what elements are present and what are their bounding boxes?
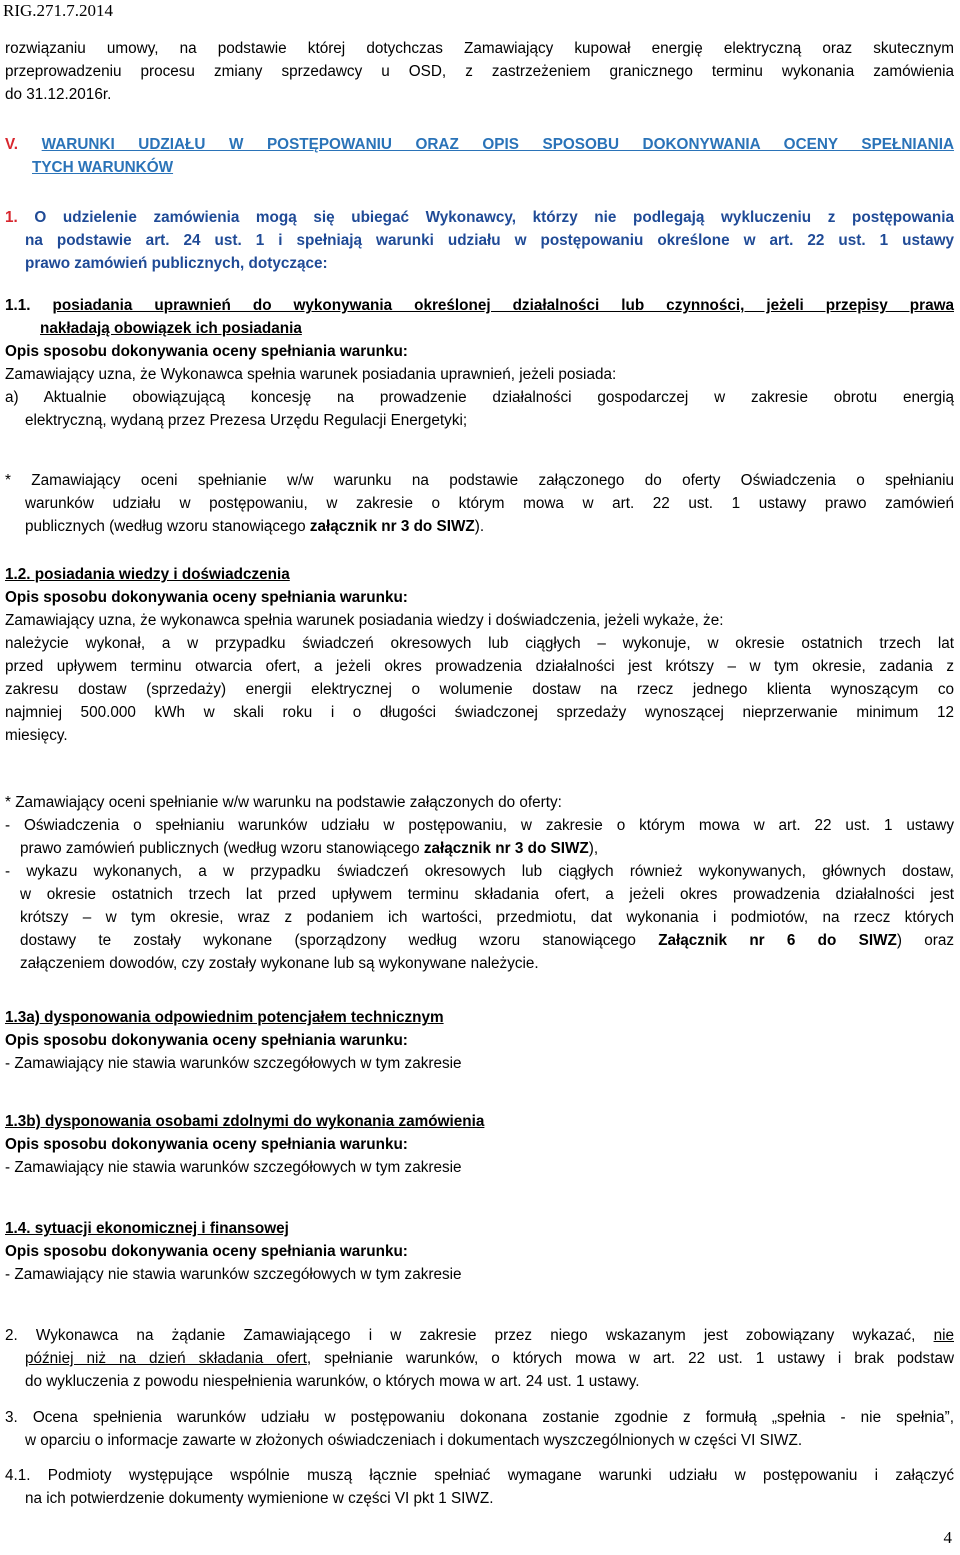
paragraph-1: 1. O udzielenie zamówienia mogą się ubiegać Wykonawcy, którzy nie podlegają wykluczeniu z postępowania na podstawie art. 24 ust. 1 i spełniają warunki udziału w postępowaniu określone w art. 22 ust. 1 ustawy prawo zamówień publicznych, dotyczące: — [5, 209, 955, 272]
subsection-title: 1.3b) dysponowania osobami zdolnymi do wykonania zamówienia — [5, 1113, 485, 1130]
assessment-heading: Opis sposobu dokonywania oceny spełniania warunku: — [5, 1136, 408, 1153]
section-title: TYCH WARUNKÓW — [32, 159, 174, 176]
assessment-heading: Opis sposobu dokonywania oceny spełniania warunku: — [5, 589, 408, 606]
subsection-title: posiadania uprawnień do wykonywania określonej działalności lub czynności, jeżeli przepisy prawa — [52, 297, 955, 314]
section-1-2: 1.2. posiadania wiedzy i doświadczenia Opis sposobu dokonywania oceny spełniania warunku: Zamawiający uzna, że wykonawca spełnia warunek posiadania wiedzy i doświadczenia, jeżeli wykaże, że: należycie wykonał, a w przypadku świadczeń okresowych lub ciągłych – wykonuje, w okresie ostatnich trzech lat przed upływem terminu otwarcia ofert, a jeżeli okres prowadzenia działalności jest krótszy – w tym okresie, zadania z zakresu dostaw (sprzedaży) energii elektrycznej o wolumenie dostaw na rzecz jednego klienta wynoszącym co najmniej 500.000 kWh w skali roku i o długości świadczonej sprzedaży wynoszącej nieprzerwanie minimum 12 miesięcy. — [5, 566, 954, 744]
assessment-heading: Opis sposobu dokonywania oceny spełniania warunku: — [5, 1243, 408, 1260]
section-v-heading — [5, 133, 954, 179]
intro-paragraph — [5, 37, 954, 106]
page-number: 4 — [943, 1528, 952, 1547]
paragraph-number: 1. — [5, 209, 18, 226]
section-1-4: 1.4. sytuacji ekonomicznej i finansowej Opis sposobu dokonywania oceny spełniania warunku: - Zamawiający nie stawia warunków szczegółowych w tym zakresie — [5, 1217, 954, 1286]
subsection-title: 1.2. posiadania wiedzy i doświadczenia — [5, 566, 290, 583]
subsection-title: 1.4. sytuacji ekonomicznej i finansowej — [5, 1220, 289, 1237]
paragraph-4-1: 4.1. Podmioty występujące wspólnie muszą łącznie spełniać wymagane warunki udziału w postępowaniu i załączyć na ich potwierdzenie dokumenty wymienione w części VI pkt 1 SIWZ. — [5, 1467, 954, 1507]
section-1-1-note: * Zamawiający oceni spełnianie w/w warunku na podstawie załączonego do oferty Oświadczenia o spełnianiu warunków udziału w postępowaniu, w zakresie o którym mowa w art. 22 ust. 1 ustawy prawo zamówień publicznych (według wzoru stanowiącego załącznik nr 3 do SIWZ). — [5, 472, 954, 535]
assessment-heading: Opis sposobu dokonywania oceny spełniania warunku: — [5, 343, 408, 360]
document-reference: RIG.271.7.2014 — [3, 1, 114, 20]
section-1-2-note: * Zamawiający oceni spełnianie w/w warunku na podstawie załączonych do oferty: - Oświadczenia o spełnianiu warunków udziału w postępowaniu, w zakresie o którym mowa w art. 22 ust. 1 ustawy prawo zamówień publicznych (według wzoru stanowiącego załącznik nr 3 do SIWZ), - wykazu wykonanych, a w przypadku świadczeń okresowych lub ciągłych również wykonywanych, głównych dostaw, w okresie ostatnich trzech lat przed upływem terminu składania ofert, a jeżeli okres prowadzenia działalności jest krótszy – w tym okresie, wraz z podaniem ich wartości, przedmiotu, dat wykonania i podmiotów, na rzecz których dostawy te zostały wykonane (sporządzony według wzoru stanowiącego Załącznik nr 6 do SIWZ) oraz załączeniem dowodów, czy zostały wykonane lub są wykonywane należycie. — [5, 794, 954, 972]
text-line: do 31.12.2016r. — [5, 86, 112, 103]
assessment-heading: Opis sposobu dokonywania oceny spełniania warunku: — [5, 1032, 408, 1049]
section-number: V. — [5, 136, 19, 153]
section-1-1: 1.1. posiadania uprawnień do wykonywania określonej działalności lub czynności, jeżeli przepisy prawa nakładają obowiązek ich posiadania Opis sposobu dokonywania oceny spełniania warunku: Zamawiający uzna, że Wykonawca spełnia warunek posiadania uprawnień, jeżeli posiada: a) Aktualnie obowiązującą koncesję na prowadzenie działalności gospodarczej w zakresie obrotu energią elektryczną, wydaną przez Prezesa Urzędu Regulacji Energetyki; — [5, 297, 955, 429]
text-line: rozwiązaniu umowy, na podstawie której dotychczas Zamawiający kupował energię elektryczną oraz skutecznym — [5, 40, 954, 57]
section-1-3a: 1.3a) dysponowania odpowiednim potencjałem technicznym Opis sposobu dokonywania oceny spełniania warunku: - Zamawiający nie stawia warunków szczegółowych w tym zakresie — [5, 1006, 954, 1075]
text-line: przeprowadzeniu procesu zmiany sprzedawcy u OSD, z zastrzeżeniem granicznego terminu wykonania zamówienia — [5, 63, 954, 80]
section-1-3b: 1.3b) dysponowania osobami zdolnymi do wykonania zamówienia Opis sposobu dokonywania oceny spełniania warunku: - Zamawiający nie stawia warunków szczegółowych w tym zakresie — [5, 1110, 954, 1179]
subsection-title: 1.3a) dysponowania odpowiednim potencjałem technicznym — [5, 1009, 444, 1026]
section-title: WARUNKI UDZIAŁU W POSTĘPOWANIU ORAZ OPIS SPOSOBU DOKONYWANIA OCENY SPEŁNIANIA — [41, 136, 955, 153]
paragraph-3: 3. Ocena spełnienia warunków udziału w postępowaniu dokonana zostanie zgodnie z formułą „spełnia - nie spełnia”, w oparciu o informacje zawarte w złożonych oświadczeniach i dokumentach wyszczególnionych w części VI SIWZ. — [5, 1409, 954, 1449]
paragraph-2: 2. Wykonawca na żądanie Zamawiającego i w zakresie przez niego wskazanym jest zobowiązany wykazać, nie później niż na dzień składania ofert, spełnianie warunków, o których mowa w art. 22 ust. 1 ustawy i brak podstaw do wykluczenia z powodu niespełnienia warunków, o których mowa w art. 24 ust. 1 ustawy. — [5, 1327, 955, 1390]
